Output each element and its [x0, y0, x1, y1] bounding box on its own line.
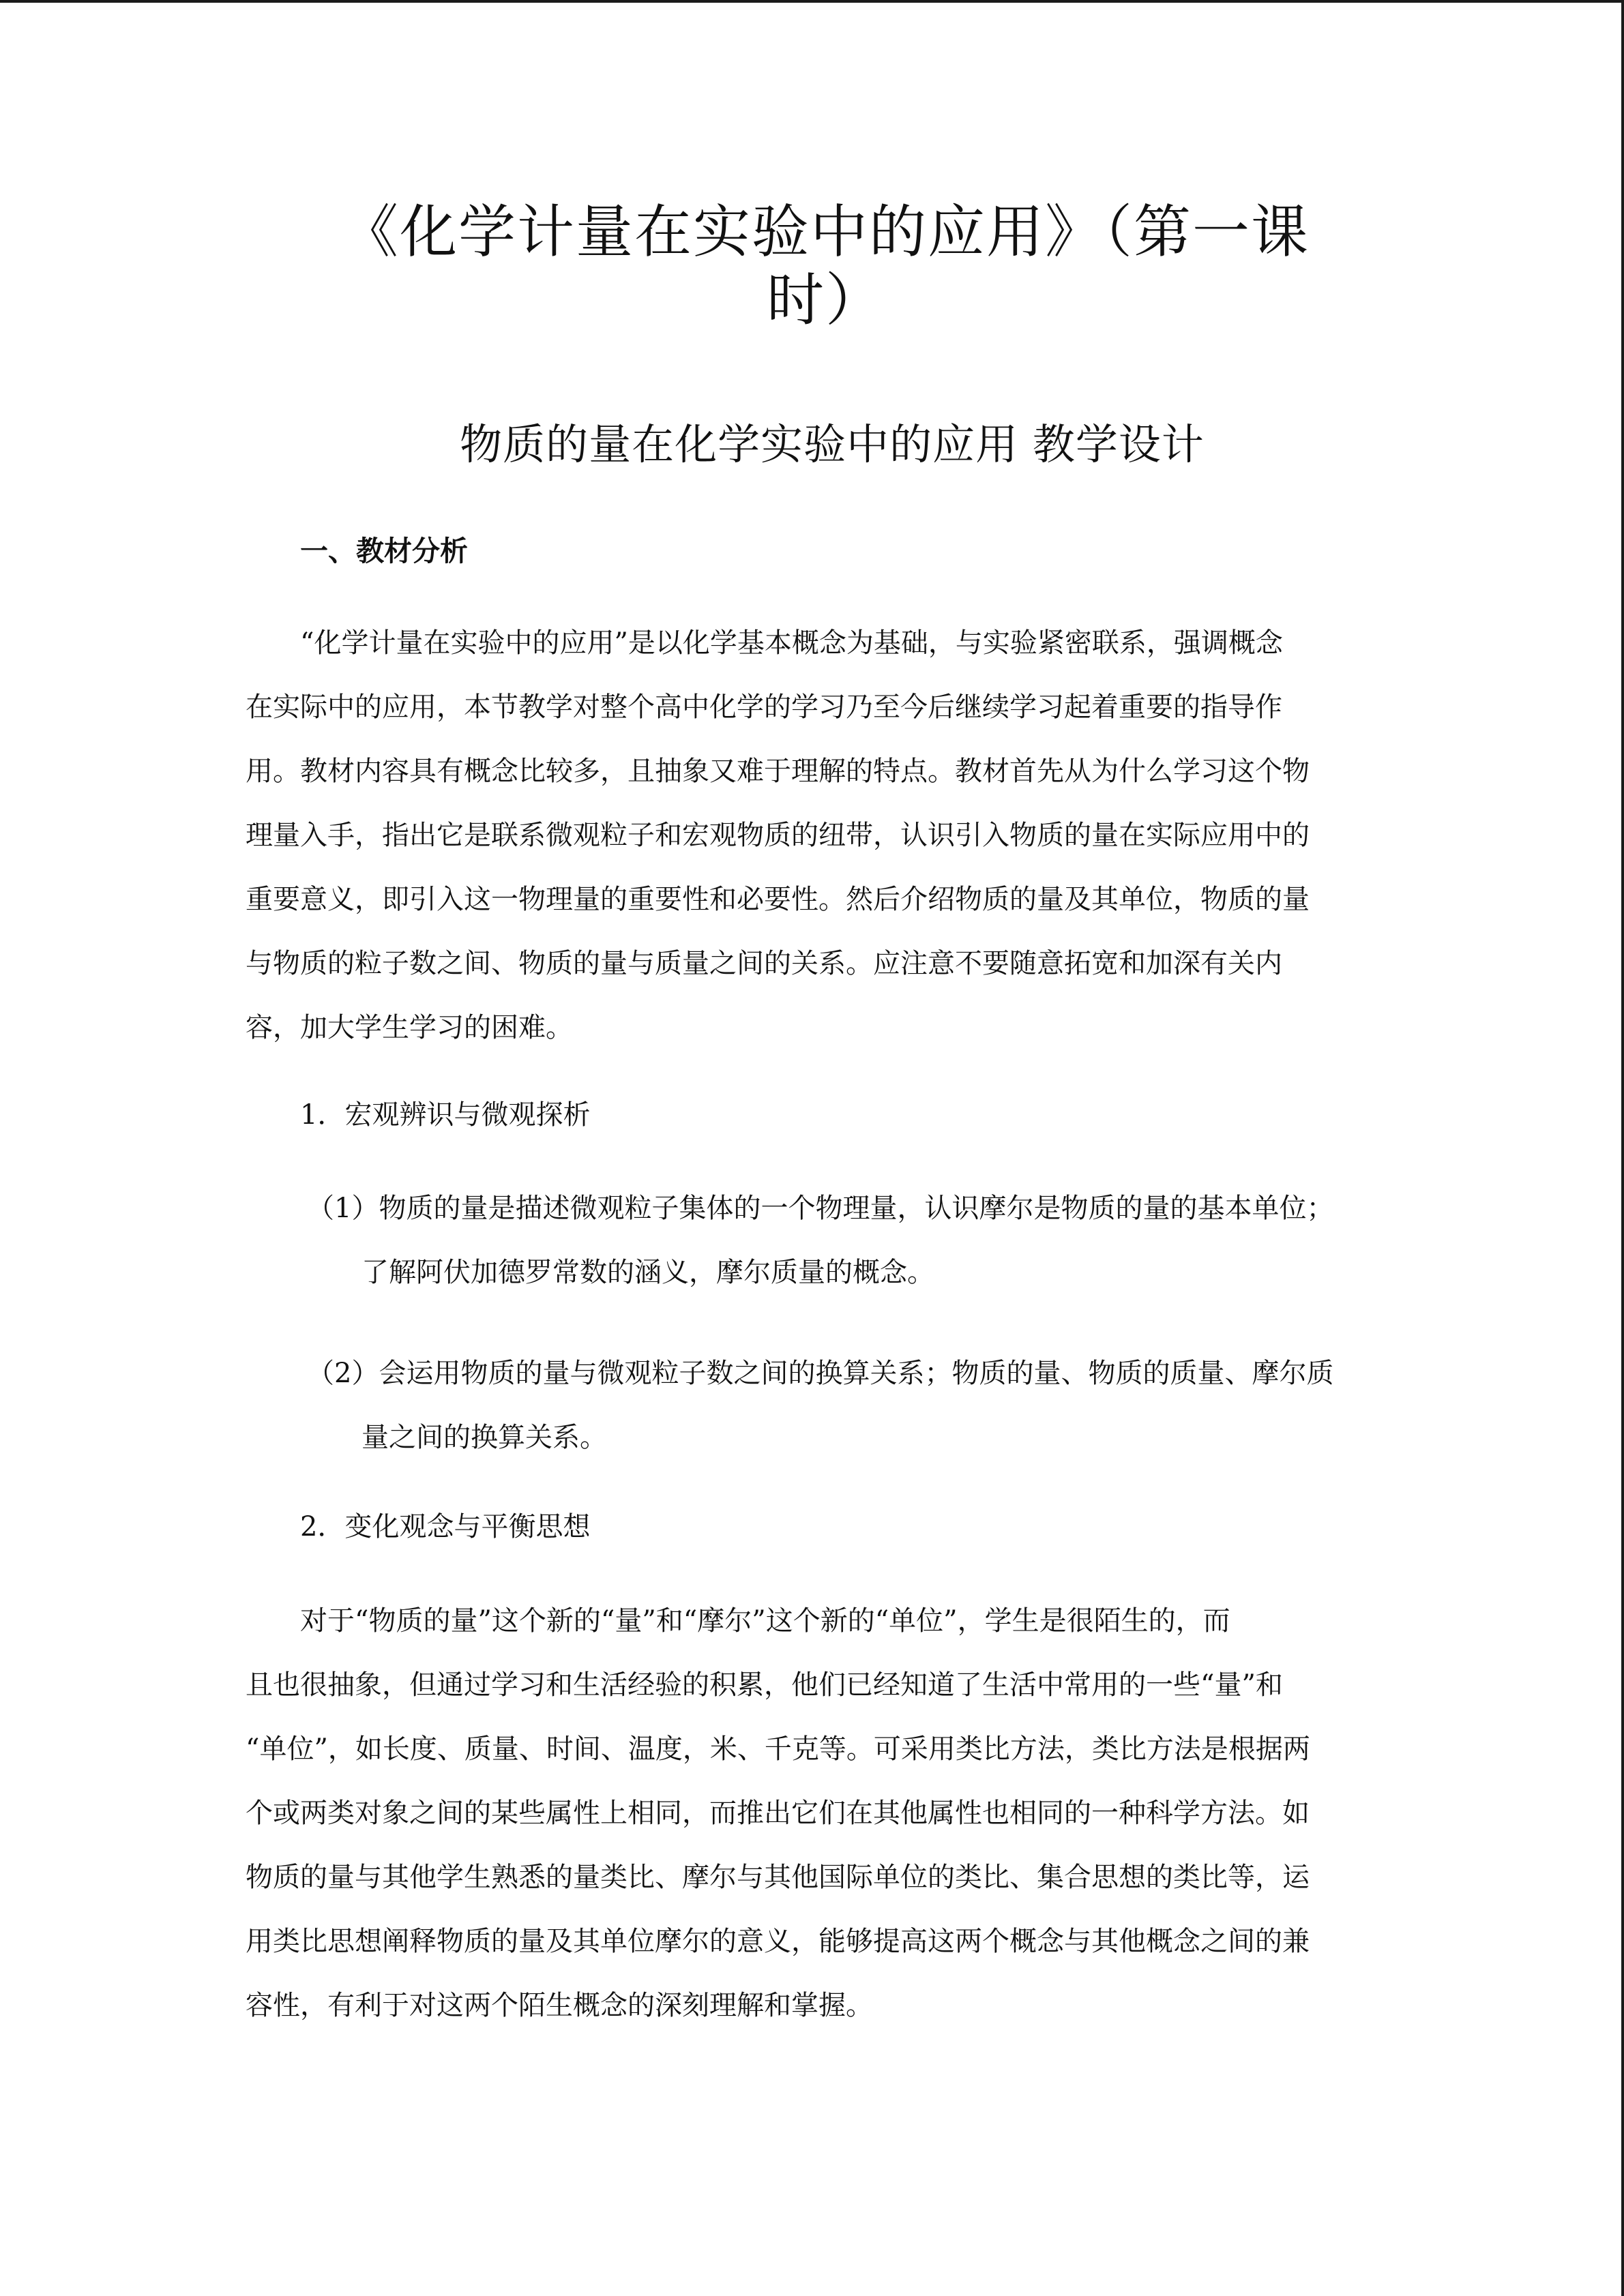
paragraph-line: 重要意义，即引入这一物理量的重要性和必要性。然后介绍物质的量及其单位，物质的量 [246, 884, 1310, 915]
list-item [307, 1176, 1426, 1304]
item-line: 了解阿伏加德罗常数的涵义，摩尔质量的概念。 [361, 1257, 934, 1288]
paragraph-line: 理量入手，指出它是联系微观粒子和宏观物质的纽带，认识引入物质的量在实际应用中的 [246, 820, 1310, 851]
subheading-change-balance: 2．变化观念与平衡思想 [300, 1511, 591, 1542]
section-heading: 一、教材分析 [300, 535, 468, 567]
paragraph-analogy [246, 1589, 1405, 2038]
right-border-line [1621, 0, 1624, 2296]
title-line: 时） [766, 267, 884, 333]
subheading-macro-micro: 1．宏观辨识与微观探析 [300, 1099, 591, 1131]
paragraph-line: “化学计量在实验中的应用”是以化学基本概念为基础，与实验紧密联系，强调概念 [300, 627, 1283, 659]
item-line: 量之间的换算关系。 [361, 1422, 607, 1453]
title-line: 《化学计量在实验中的应用》（第一课 [340, 198, 1310, 265]
paragraph-line: 用。教材内容具有概念比较多，且抽象又难于理解的特点。教材首先从为什么学习这个物 [246, 756, 1310, 787]
paragraph-line: 物质的量与其他学生熟悉的量类比、摩尔与其他国际单位的类比、集合思想的类比等，运 [246, 1862, 1310, 1893]
paragraph-line: 且也很抽象，但通过学习和生活经验的积累，他们已经知道了生活中常用的一些“量”和 [246, 1669, 1283, 1701]
paragraph-line: 用类比思想阐释物质的量及其单位摩尔的意义，能够提高这两个概念与其他概念之间的兼 [246, 1926, 1310, 1957]
paragraph-line: 容性，有利于对这两个陌生概念的深刻理解和掌握。 [246, 1990, 873, 2021]
item-line: （1）物质的量是描述微观粒子集体的一个物理量，认识摩尔是物质的量的基本单位； [307, 1193, 1334, 1224]
paragraph-line: 与物质的粒子数之间、物质的量与质量之间的关系。应注意不要随意拓宽和加深有关内 [246, 948, 1282, 979]
document-subtitle: 物质的量在化学实验中的应用 教学设计 [460, 419, 1205, 469]
paragraph-line: 个或两类对象之间的某些属性上相同，而推出它们在其他属性也相同的一种科学方法。如 [246, 1798, 1310, 1829]
list-item [307, 1341, 1426, 1470]
paragraph-line: “单位”，如长度、质量、时间、温度，米、千克等。可采用类比方法，类比方法是根据两 [246, 1733, 1310, 1765]
item-line: （2）会运用物质的量与微观粒子数之间的换算关系；物质的量、物质的质量、摩尔质 [307, 1358, 1334, 1389]
document-title [246, 198, 1405, 334]
paragraph-textbook-analysis [246, 611, 1405, 1060]
paragraph-line: 对于“物质的量”这个新的“量”和“摩尔”这个新的“单位”，学生是很陌生的，而 [300, 1605, 1230, 1637]
paragraph-line: 在实际中的应用，本节教学对整个高中化学的学习乃至今后继续学习起着重要的指导作 [246, 691, 1282, 723]
top-border-line [0, 0, 1624, 3]
paragraph-line: 容，加大学生学习的困难。 [246, 1012, 573, 1043]
